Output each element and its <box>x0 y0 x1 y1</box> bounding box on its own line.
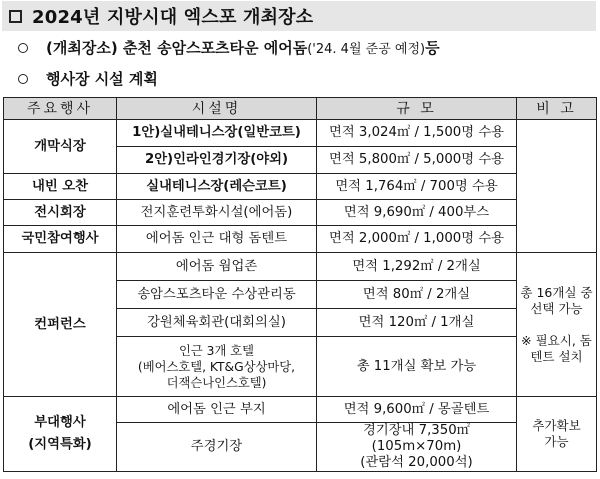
table-row <box>4 253 597 281</box>
facility-cell: 강원체육회관(대회의실) <box>117 309 317 337</box>
col-header-event: 주요행사 <box>4 98 117 120</box>
scale-cell: 면적 1,292㎡ / 2개실 <box>317 253 517 281</box>
bullet-plan <box>18 68 158 89</box>
section-title: 2024년 지방시대 엑스포 개최장소 <box>32 7 314 28</box>
facility-cell: 실내테니스장(레슨코트) <box>117 174 317 200</box>
event-cell: 부대행사 (지역특화) <box>4 397 117 472</box>
table-header-row <box>4 98 597 120</box>
col-header-facility: 시설명 <box>117 98 317 120</box>
col-header-scale: 규 모 <box>317 98 517 120</box>
event-cell: 개막식장 <box>4 120 117 174</box>
facility-cell: 주경기장 <box>117 423 317 472</box>
scale-cell: 면적 2,000㎡ / 1,000명 수용 <box>317 226 517 253</box>
table-row <box>4 226 597 253</box>
facility-cell: 2안)인라인경기장(야외) <box>117 147 317 174</box>
facility-cell: 전지훈련투화시설(에어돔) <box>117 200 317 226</box>
scale-cell: 면적 80㎡ / 2개실 <box>317 281 517 309</box>
event-cell: 국민참여행사 <box>4 226 117 253</box>
col-header-note: 비 고 <box>517 98 597 120</box>
note-cell <box>517 120 597 253</box>
scale-cell: 면적 5,800㎡ / 5,000명 수용 <box>317 147 517 174</box>
section-header <box>2 1 596 31</box>
facility-cell: 에어돔 인근 부지 <box>117 397 317 423</box>
facility-cell: 1안)실내테니스장(일반코트) <box>117 120 317 147</box>
venue-text: (개최장소) 춘천 송암스포츠타운 에어돔 <box>46 39 308 57</box>
table-row <box>4 120 597 147</box>
plan-text: 행사장 시설 계획 <box>46 70 158 88</box>
bullet-venue <box>18 37 440 58</box>
event-cell: 컨퍼런스 <box>4 253 117 397</box>
scale-cell: 면적 9,600㎡ / 몽골텐트 <box>317 397 517 423</box>
facility-cell: 송암스포츠타운 수상관리동 <box>117 281 317 309</box>
event-cell: 내빈 오찬 <box>4 174 117 200</box>
facility-cell: 인근 3개 호텔 (베어스호텔, KT&G상상마당, 더잭슨나인스호텔) <box>117 337 317 397</box>
note-cell: 총 16개실 중 선택 가능 ※ 필요시, 돔텐트 설치 <box>517 253 597 397</box>
venue-tail: 등 <box>425 39 440 57</box>
scale-cell: 면적 1,764㎡ / 700명 수용 <box>317 174 517 200</box>
circle-bullet-icon <box>18 74 28 84</box>
facility-cell: 에어돔 웜업존 <box>117 253 317 281</box>
scale-cell: 면적 9,690㎡ / 400부스 <box>317 200 517 226</box>
venue-note: ('24. 4월 준공 예정) <box>307 42 426 57</box>
scale-cell: 경기장내 7,350㎡(105m×70m) (관람석 20,000석) <box>317 423 517 472</box>
scale-cell: 총 11개실 확보 가능 <box>317 337 517 397</box>
table-row <box>4 200 597 226</box>
square-bullet-icon <box>9 10 22 23</box>
table-row <box>4 397 597 423</box>
facility-cell: 에어돔 인근 대형 돔텐트 <box>117 226 317 253</box>
circle-bullet-icon <box>18 43 28 53</box>
event-cell: 전시회장 <box>4 200 117 226</box>
table-row <box>4 174 597 200</box>
note-cell: 추가확보 가능 <box>517 397 597 472</box>
scale-cell: 면적 3,024㎡ / 1,500명 수용 <box>317 120 517 147</box>
scale-cell: 면적 120㎡ / 1개실 <box>317 309 517 337</box>
facility-table <box>3 97 597 472</box>
